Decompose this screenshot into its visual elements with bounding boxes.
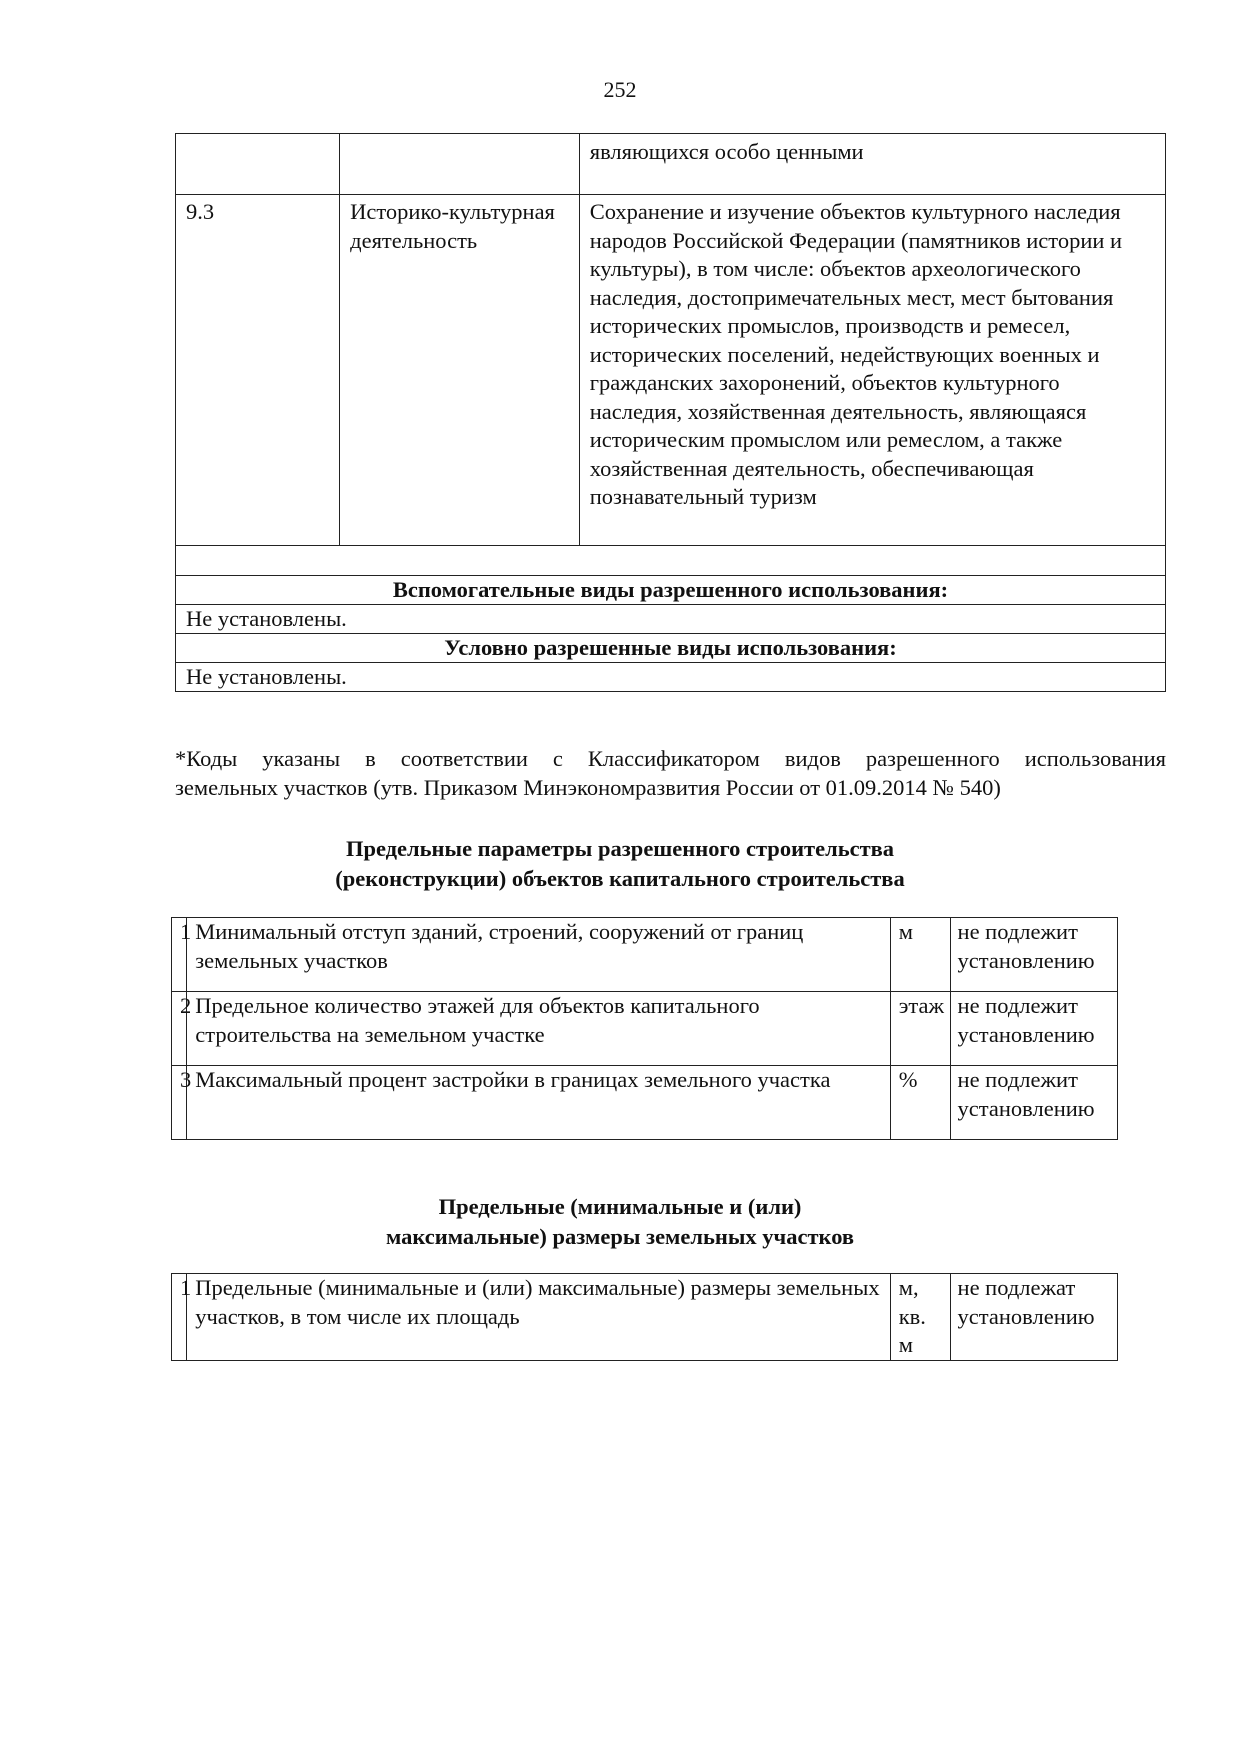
footnote (175, 744, 1166, 802)
use-name-cell (340, 134, 580, 195)
use-code-cell: 9.3 (176, 195, 340, 546)
param-value: не подлежат установлению (950, 1274, 1117, 1361)
heading-line-2: (реконструкции) объектов капитального строительства (335, 866, 905, 891)
heading-line-1: Предельные параметры разрешенного строительства (345, 836, 895, 861)
table-row (172, 1274, 1118, 1361)
conditional-uses-value: Не установлены. (176, 663, 1166, 692)
param-name: Предельные (минимальные и (или) максимальные) размеры земельных участков, в том числе их площадь (187, 1274, 891, 1361)
conditional-uses-heading-row (176, 634, 1166, 663)
param-name: Максимальный процент застройки в границах земельного участка (187, 1066, 891, 1140)
footnote-line-1: *Коды указаны в соответствии с Классификатором видов разрешенного использования (175, 746, 1166, 771)
use-name-cell: Историко-культурная деятельность (340, 195, 580, 546)
construction-params-heading (0, 834, 1240, 894)
row-number: 1 (172, 918, 187, 992)
table-row (172, 918, 1118, 992)
param-value: не подлежит установлению (950, 918, 1117, 992)
auxiliary-uses-value: Не установлены. (176, 605, 1166, 634)
row-number: 1 (172, 1274, 187, 1361)
blank-row (176, 546, 1166, 576)
plot-sizes-table (171, 1273, 1118, 1361)
plot-sizes-heading (0, 1192, 1240, 1252)
row-number: 3 (172, 1066, 187, 1140)
table-row (172, 1066, 1118, 1140)
param-unit: % (890, 1066, 950, 1140)
table-row (176, 134, 1166, 195)
land-use-table (175, 133, 1166, 692)
construction-params-table (171, 917, 1118, 1140)
table-row (176, 195, 1166, 546)
param-value: не подлежит установлению (950, 992, 1117, 1066)
param-name: Предельное количество этажей для объектов капитального строительства на земельном участке (187, 992, 891, 1066)
conditional-uses-heading: Условно разрешенные виды использования: (176, 634, 1166, 663)
heading-line-2: максимальные) размеры земельных участков (385, 1224, 855, 1249)
blank-cell (176, 546, 1166, 576)
conditional-uses-value-row (176, 663, 1166, 692)
heading-line-1: Предельные (минимальные и (или) (438, 1194, 802, 1219)
footnote-line-2: земельных участков (утв. Приказом Минэкономразвития России от 01.09.2014 № 540) (175, 775, 1001, 800)
param-unit: этаж (890, 992, 950, 1066)
use-code-cell (176, 134, 340, 195)
auxiliary-uses-heading: Вспомогательные виды разрешенного использования: (176, 576, 1166, 605)
param-unit: м (890, 918, 950, 992)
use-description-cell: Сохранение и изучение объектов культурного наследия народов Российской Федерации (памятников истории и культуры), в том числе: объектов археологического наследия, достопримечательных мест, мест бытования исторических промыслов, производств и ремесел, исторических поселений, недействующих военных и гражданских захоронений, объектов культурного наследия, хозяйственная деятельность, являющаяся историческим промыслом или ремеслом, а также хозяйственная деятельность, обеспечивающая познавательный туризм (579, 195, 1165, 546)
use-description-cell: являющихся особо ценными (579, 134, 1165, 195)
page-number: 252 (603, 77, 637, 102)
auxiliary-uses-heading-row (176, 576, 1166, 605)
param-name: Минимальный отступ зданий, строений, сооружений от границ земельных участков (187, 918, 891, 992)
table-row (172, 992, 1118, 1066)
auxiliary-uses-value-row (176, 605, 1166, 634)
row-number: 2 (172, 992, 187, 1066)
param-unit: м, кв. м (890, 1274, 950, 1361)
param-value: не подлежит установлению (950, 1066, 1117, 1140)
